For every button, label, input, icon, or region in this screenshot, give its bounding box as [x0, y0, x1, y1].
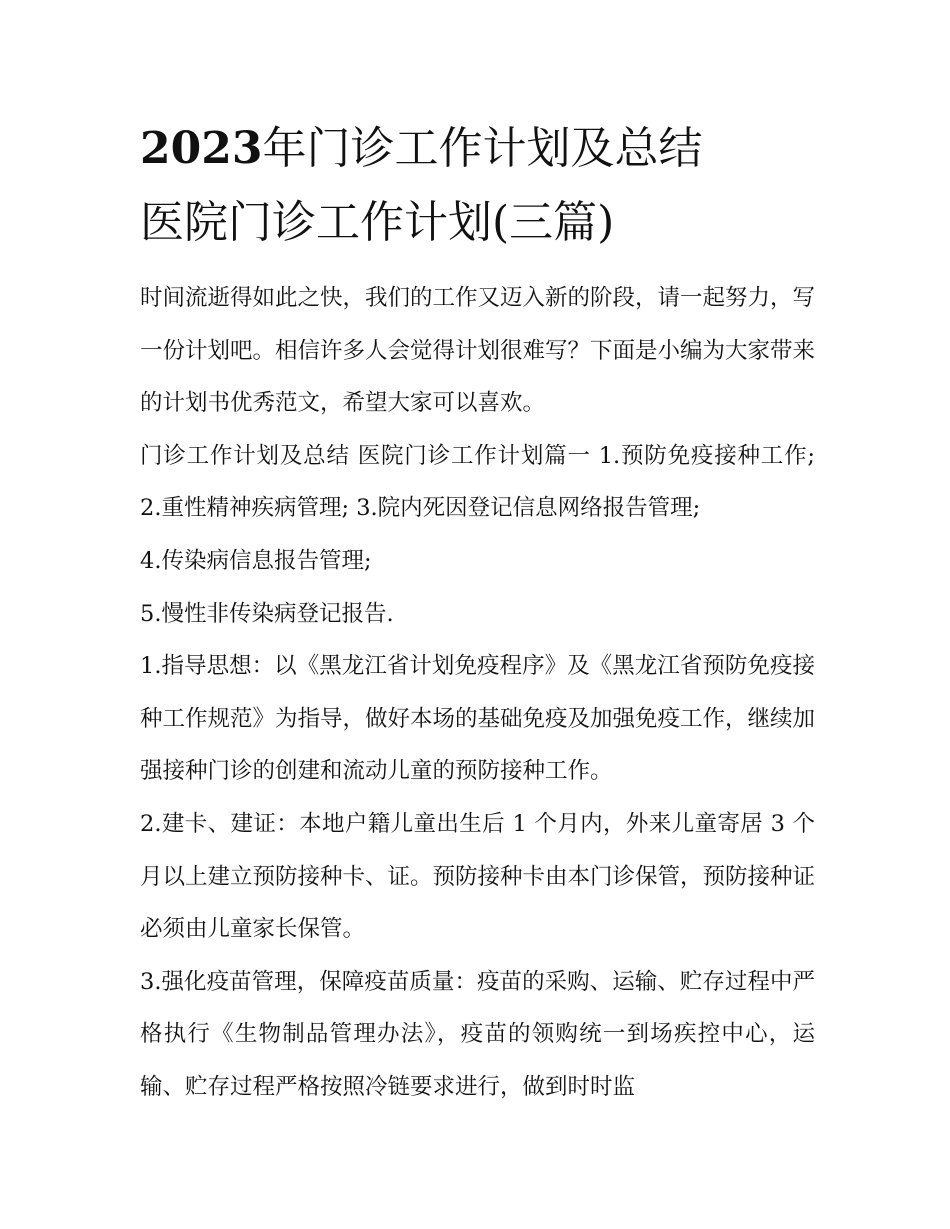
paragraph-item-4: 4.传染病信息报告管理; [140, 547, 372, 574]
paragraph-intro: 时间流逝得如此之快，我们的工作又迈入新的阶段，请一起努力，写一份计划吧。相信许多人会觉得计划很难写？下面是小编为大家带来的计划书优秀范文，希望大家可以喜欢。 [140, 285, 816, 417]
paragraph-card-certificate: 2.建卡、建证：本地户籍儿童出生后 1 个月内，外来儿童寄居 3 个月以上建立预防接种卡、证。预防接种卡由本门诊保管，预防接种证必须由儿童家长保管。 [140, 810, 816, 943]
title-year: 2023 [140, 123, 263, 174]
document-title [140, 118, 815, 180]
paragraph-plan-overview: 门诊工作计划及总结 医院门诊工作计划篇一 1.预防免疫接种工作; 2.重性精神疾病管理; 3.院内死因登记信息网络报告管理; [140, 442, 815, 522]
paragraph-guiding-idea: 1.指导思想：以《黑龙江省计划免疫程序》及《黑龙江省预防免疫接种工作规范》为指导，做好本场的基础免疫及加强免疫工作，继续加强接种门诊的创建和流动儿童的预防接种工作。 [140, 653, 816, 785]
document-subtitle: 医院门诊工作计划(三篇) [140, 197, 615, 248]
paragraph-item-5: 5.慢性非传染病登记报告. [140, 600, 394, 627]
title-main: 年门诊工作计划及总结 [262, 123, 703, 174]
document-body [140, 272, 815, 1114]
document-page [140, 118, 815, 1114]
paragraph-vaccine-management: 3.强化疫苗管理，保障疫苗质量：疫苗的采购、运输、贮存过程中严格执行《生物制品管理办法》，疫苗的领购统一到场疾控中心，运输、贮存过程严格按照冷链要求进行，做到时时监 [140, 968, 815, 1100]
